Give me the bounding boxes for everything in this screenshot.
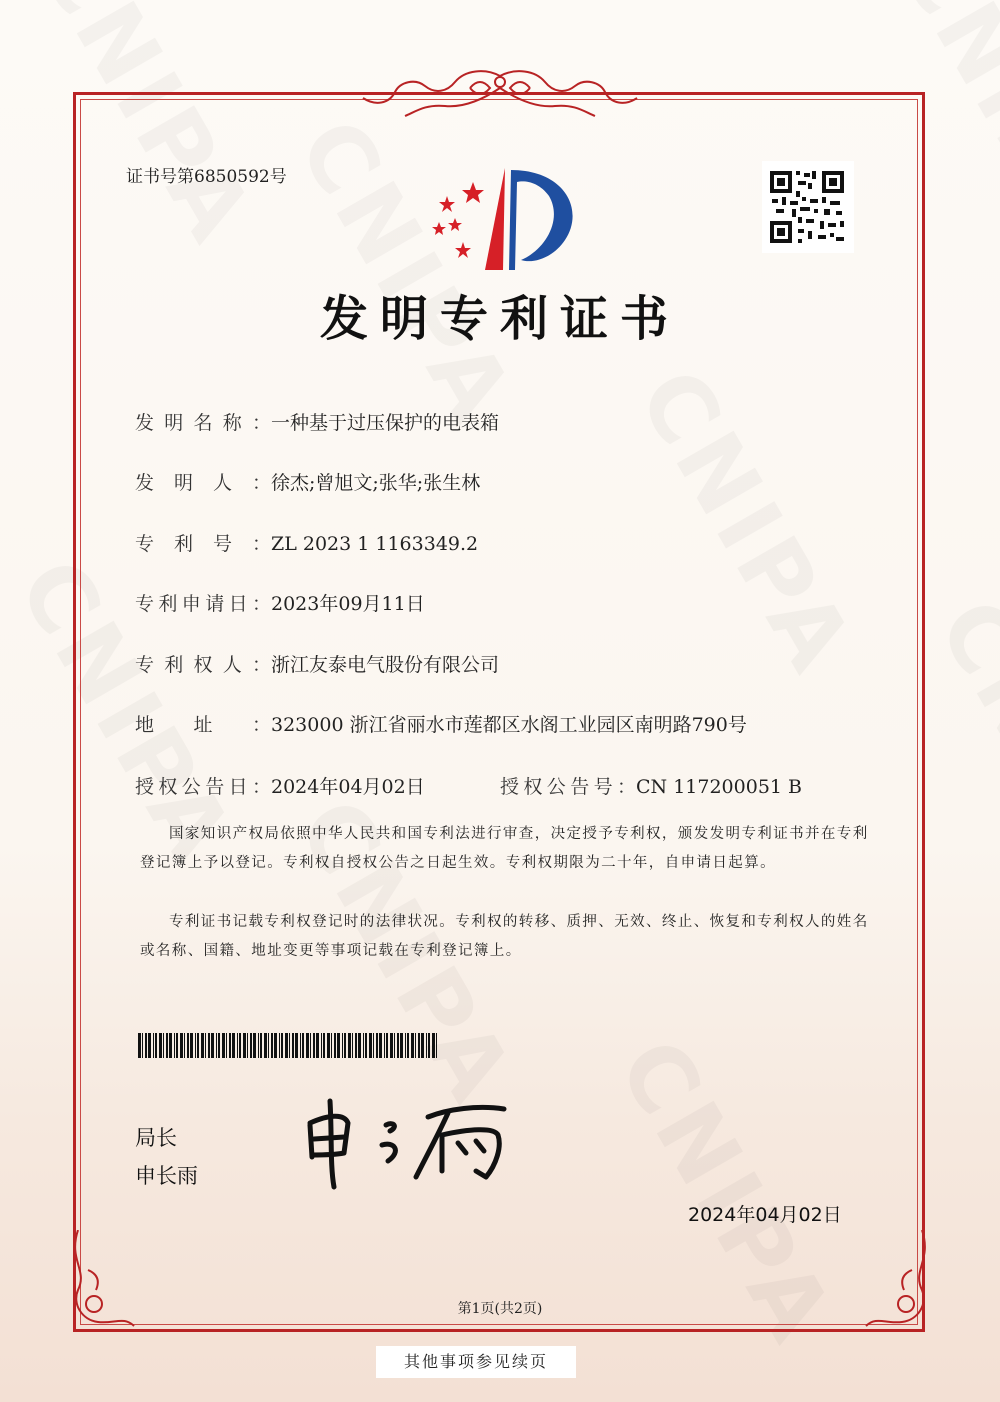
page-title: 发明专利证书	[319, 291, 680, 347]
field-label: 发明名称：	[135, 412, 271, 434]
field-patentee	[135, 650, 499, 677]
statement-paragraph: 专利证书记载专利权登记时的法律状况。专利权的转移、质押、无效、终止、恢复和专利权人的姓名或名称、国籍、地址变更等事项记载在专利登记簿上。	[140, 914, 869, 959]
field-invention-name	[135, 408, 499, 435]
field-label: 发明人：	[135, 472, 271, 494]
field-value: CN 117200051 B	[636, 776, 802, 798]
page-indicator: 第1页(共2页)	[457, 1301, 543, 1317]
issue-date: 2024年04月02日	[688, 1204, 842, 1226]
field-value: 2023年09月11日	[271, 593, 425, 615]
field-label: 授权公告日：	[135, 776, 271, 798]
field-value: 浙江友泰电气股份有限公司	[271, 654, 500, 676]
qr-code-icon	[762, 161, 854, 253]
field-value: 徐杰;曾旭文;张华;张生林	[271, 472, 481, 494]
field-value: 2024年04月02日	[271, 776, 425, 798]
field-label: 专利申请日：	[135, 593, 271, 615]
barcode-icon	[138, 1033, 440, 1058]
field-address	[135, 710, 747, 737]
field-value: ZL 2023 1 1163349.2	[271, 533, 479, 555]
continued-note: 其他事项参见续页	[376, 1346, 576, 1378]
director-name: 申长雨	[135, 1164, 198, 1188]
field-inventors	[135, 468, 480, 495]
field-patent-number	[135, 529, 478, 556]
director-title: 局长	[135, 1126, 177, 1150]
field-label: 授权公告号：	[500, 776, 636, 798]
field-value: 一种基于过压保护的电表箱	[271, 412, 500, 434]
statement-paragraph: 国家知识产权局依照中华人民共和国专利法进行审查，决定授予专利权，颁发发明专利证书并在专利登记簿上予以登记。专利权自授权公告之日起生效。专利权期限为二十年，自申请日起算。	[140, 826, 869, 871]
director-signature-icon	[298, 1095, 518, 1190]
field-label: 地址：	[135, 714, 271, 736]
field-label: 专利权人：	[135, 654, 271, 676]
certificate-number: 证书号第6850592号	[126, 167, 287, 187]
cnipa-logo-icon	[425, 160, 580, 280]
field-grant-date	[135, 772, 425, 799]
field-grant-number	[500, 772, 802, 799]
field-filing-date	[135, 589, 425, 616]
top-ornament-icon	[355, 68, 645, 118]
field-value: 323000 浙江省丽水市莲都区水阁工业园区南明路790号	[271, 714, 747, 736]
field-label: 专利号：	[135, 533, 271, 555]
